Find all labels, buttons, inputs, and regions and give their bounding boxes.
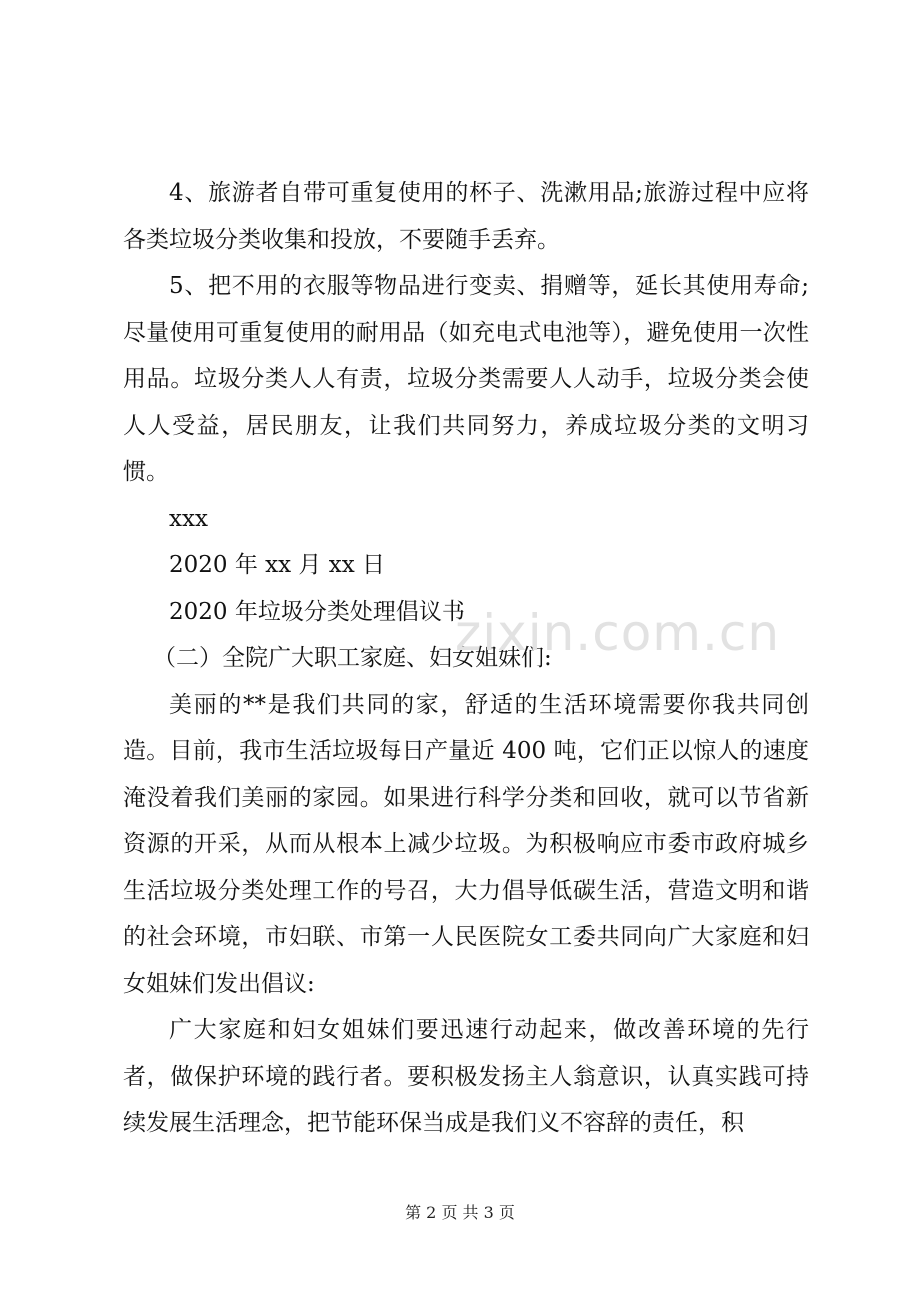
- signature: xxx: [169, 505, 208, 532]
- paragraph-item-5: 5、把不用的衣服等物品进行变卖、捐赠等，延长其使用寿命;尽量使用可重复使用的耐用品（如充电式电池等），避免使用一次性用品。垃圾分类人人有责，垃圾分类需要人人动手，垃圾分类会使人人受益，居民朋友，让我们共同努力，养成垃圾分类的文明习惯。: [123, 273, 809, 485]
- page-footer: 第 2 页 共 3 页: [405, 1203, 515, 1222]
- body-paragraph-1: 美丽的**是我们共同的家，舒适的生活环境需要你我共同创造。目前，我市生活垃圾每日产量近 400 吨，它们正以惊人的速度淹没着我们美丽的家园。如果进行科学分类和回收，就可以节省新资源的开采，从而从根本上减少垃圾。为积极响应市委市政府城乡生活垃圾分类处理工作的号召，大力倡导低碳生活，营造文明和谐的社会环境，市妇联、市第一人民医院女工委共同向广大家庭和妇女姐妹们发出倡议:: [123, 691, 809, 997]
- date-line: 2020 年 xx 月 xx 日: [169, 552, 385, 578]
- section-title: 2020 年垃圾分类处理倡议书: [169, 598, 465, 625]
- body-paragraph-2: 广大家庭和妇女姐妹们要迅速行动起来，做改善环境的先行者，做保护环境的践行者。要积极发扬主人翁意识，认真实践可持续发展生活理念，把节能环保当成是我们义不容辞的责任，积: [123, 1017, 809, 1136]
- paragraph-item-4: 4、旅游者自带可重复使用的杯子、洗漱用品;旅游过程中应将各类垃圾分类收集和投放，不要随手丢弃。: [123, 180, 809, 253]
- salutation: （二）全院广大职工家庭、妇女姐妹们:: [153, 645, 552, 671]
- document-body: [123, 170, 809, 1147]
- watermark: zixin.com.cn: [455, 604, 781, 662]
